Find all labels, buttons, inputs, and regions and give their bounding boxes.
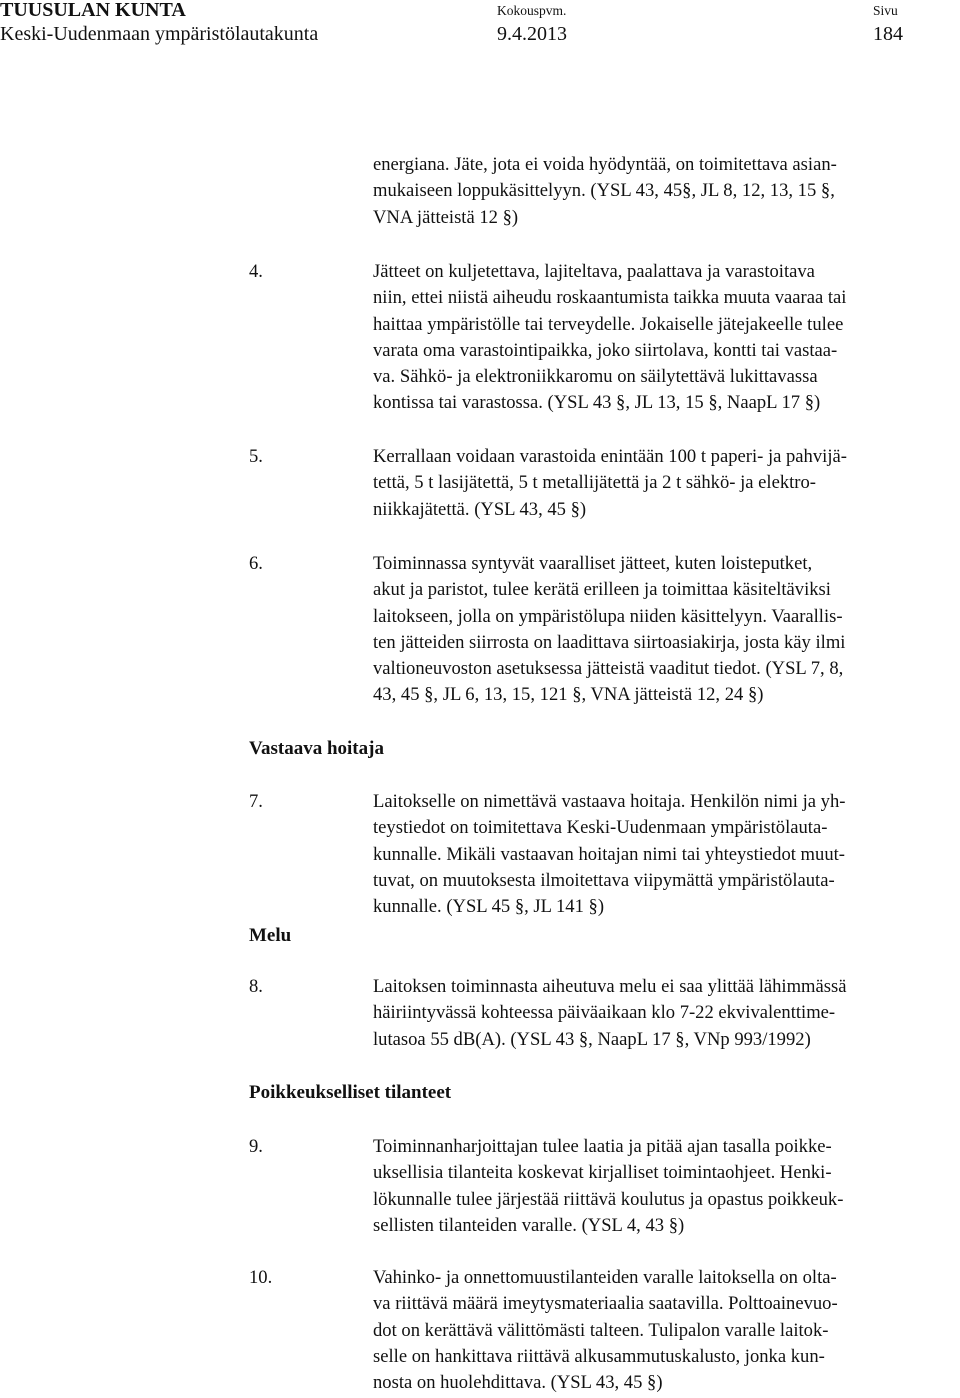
- text-line: kunnalle. (YSL 45 §, JL 141 §): [373, 896, 605, 918]
- text-line: akut ja paristot, tulee kerätä erilleen ja toimittaa käsiteltäviksi: [373, 579, 831, 601]
- text-line: teystiedot on toimitettava Keski-Uudenmaan ympäristölauta-: [373, 817, 828, 839]
- meeting-date: 9.4.2013: [497, 23, 567, 45]
- section-heading-melu: Melu: [249, 925, 292, 946]
- item-number: 5.: [249, 446, 263, 467]
- text-line: mukaiseen loppukäsittelyyn. (YSL 43, 45§, JL 8, 12, 13, 15 §,: [373, 180, 835, 202]
- section-heading-vastaava-hoitaja: Vastaava hoitaja: [249, 738, 384, 759]
- text-line: Vahinko- ja onnettomuustilanteiden varalle laitoksella on olta-: [373, 1267, 837, 1288]
- text-line: ten jätteiden siirrosta on laadittava siirtoasiakirja, josta käy ilmi: [373, 631, 846, 653]
- text-line: VNA jätteistä 12 §): [373, 206, 519, 228]
- item-paragraph: [373, 259, 958, 417]
- text-line: lökunnalle tulee järjestää riittävä koulutus ja opastus poikkeuk-: [373, 1188, 844, 1210]
- date-label: Kokouspvm.: [497, 3, 567, 18]
- text-line: sellisten tilanteiden varalle. (YSL 4, 43 §): [373, 1214, 685, 1236]
- text-line: Jätteet on kuljetettava, lajiteltava, paalattava ja varastoitava: [373, 261, 815, 282]
- text-line: Toiminnassa syntyvät vaaralliset jätteet, kuten loisteputket,: [373, 553, 813, 574]
- item-number: 8.: [249, 976, 263, 997]
- item-paragraph: [373, 1134, 958, 1239]
- section-heading-poikkeukselliset-tilanteet: Poikkeukselliset tilanteet: [249, 1082, 452, 1103]
- text-line: Kerrallaan voidaan varastoida enintään 100 t paperi- ja pahvijä-: [373, 446, 847, 467]
- text-line: nosta on huolehdittava. (YSL 43, 45 §): [373, 1372, 663, 1394]
- item-paragraph: [373, 551, 958, 709]
- text-line: haittaa ympäristölle tai terveydelle. Jokaiselle jätejakeelle tulee: [373, 313, 844, 335]
- text-line: lutasoa 55 dB(A). (YSL 43 §, NaapL 17 §, VNp 993/1992): [373, 1028, 811, 1050]
- org-name: TUUSULAN KUNTA: [0, 0, 186, 21]
- item-number: 4.: [249, 261, 263, 282]
- page-number: 184: [873, 23, 903, 45]
- text-line: va. Sähkö- ja elektroniikkaromu on säilytettävä lukittavassa: [373, 366, 818, 388]
- text-line: laitokseen, jolla on ympäristölupa niiden käsittelyyn. Vaarallis-: [373, 605, 843, 627]
- text-line: Laitoksen toiminnasta aiheutuva melu ei saa ylittää lähimmässä: [373, 976, 847, 997]
- text-line: dot on kerättävä välittömästi talteen. Tulipalon varalle laitok-: [373, 1319, 829, 1341]
- text-line: selle on hankittava riittävä alkusammutuskalusto, jonka kun-: [373, 1345, 825, 1367]
- text-line: kontissa tai varastossa. (YSL 43 §, JL 13, 15 §, NaapL 17 §): [373, 392, 821, 414]
- text-line: 43, 45 §, JL 6, 13, 15, 121 §, VNA jätteistä 12, 24 §): [373, 684, 764, 706]
- page-label: Sivu: [873, 3, 898, 18]
- text-line: tettä, 5 t lasijätettä, 5 t metallijätettä ja 2 t sähkö- ja elektro-: [373, 472, 816, 494]
- item-paragraph: [373, 789, 958, 920]
- text-line: niin, ettei niistä aiheudu roskaantumista taikka muuta vaaraa tai: [373, 287, 847, 309]
- item-number: 6.: [249, 553, 263, 574]
- text-line: energiana. Jäte, jota ei voida hyödyntää, on toimitettava asian-: [373, 154, 837, 175]
- text-line: häiriintyvässä kohteessa päiväaikaan klo 7-22 ekvivalenttime-: [373, 1002, 836, 1024]
- item-paragraph: [373, 974, 958, 1053]
- intro-paragraph: [373, 152, 958, 231]
- text-line: kunnalle. Mikäli vastaavan hoitajan nimi tai yhteystiedot muut-: [373, 843, 845, 865]
- committee-name: Keski-Uudenmaan ympäristölautakunta: [0, 23, 319, 45]
- item-number: 10.: [249, 1267, 273, 1288]
- text-line: valtioneuvoston asetuksessa jätteistä vaaditut tiedot. (YSL 7, 8,: [373, 658, 844, 680]
- text-line: va riittävä määrä imeytysmateriaalia saatavilla. Polttoainevuo-: [373, 1293, 838, 1315]
- text-line: uksellisia tilanteita koskevat kirjalliset toimintaohjeet. Henki-: [373, 1162, 832, 1184]
- item-paragraph: [373, 1265, 958, 1396]
- text-line: varata oma varastointipaikka, joko siirtolava, kontti tai vastaa-: [373, 339, 838, 361]
- item-number: 7.: [249, 791, 263, 812]
- text-line: Toiminnanharjoittajan tulee laatia ja pitää ajan tasalla poikke-: [373, 1136, 832, 1157]
- text-line: Laitokselle on nimettävä vastaava hoitaja. Henkilön nimi ja yh-: [373, 791, 846, 812]
- item-number: 9.: [249, 1136, 263, 1157]
- text-line: tuvat, on muutoksesta ilmoitettava viipymättä ympäristölauta-: [373, 869, 835, 891]
- item-paragraph: [373, 444, 958, 523]
- text-line: niikkajätettä. (YSL 43, 45 §): [373, 498, 587, 520]
